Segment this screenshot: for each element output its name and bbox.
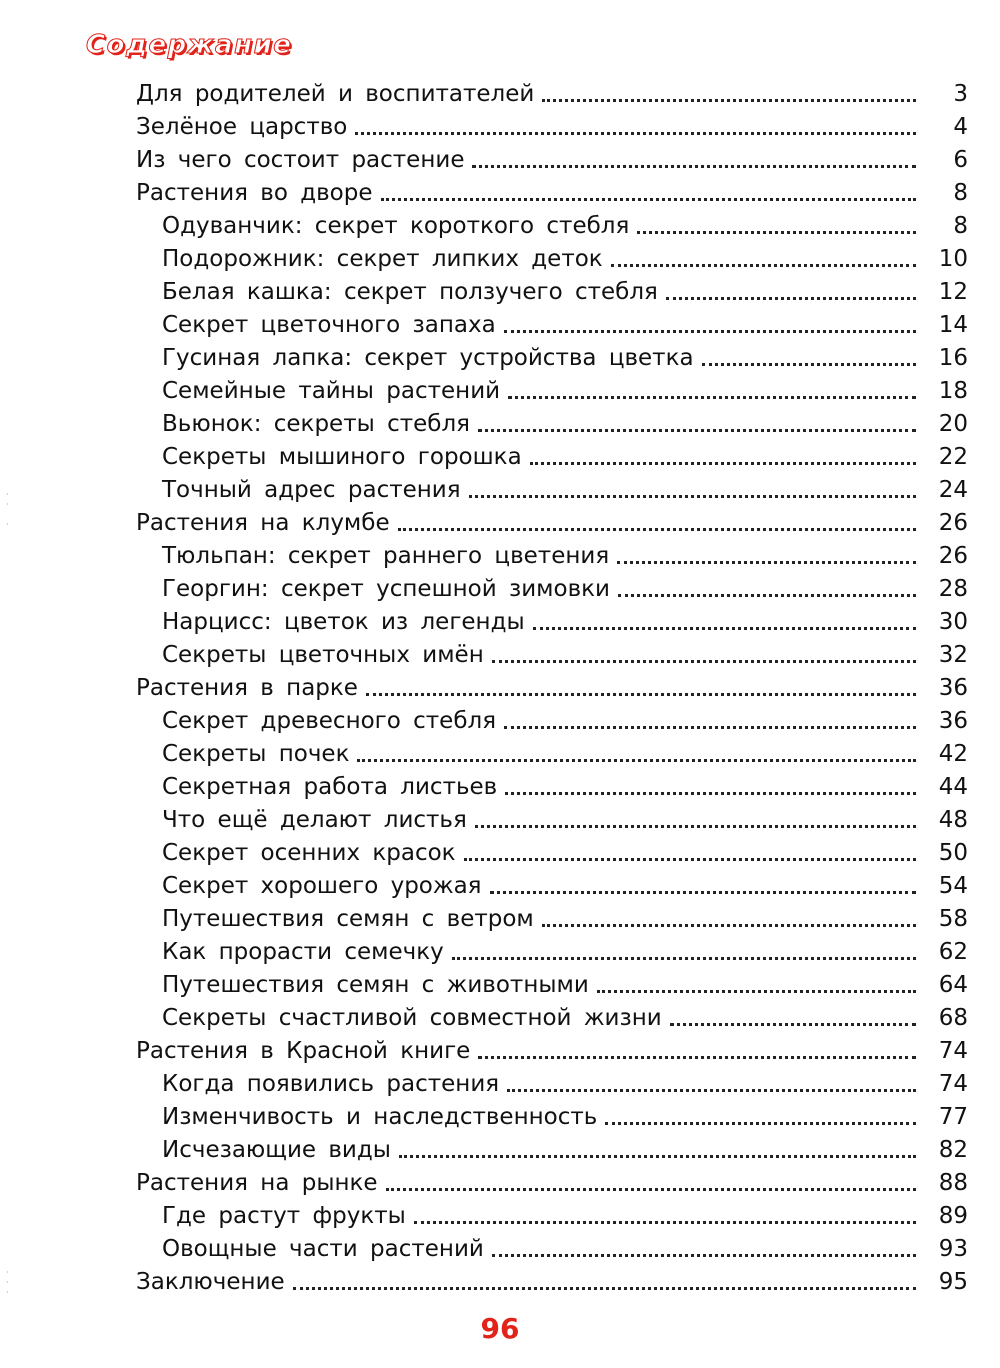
dot-leader — [670, 1023, 916, 1026]
toc-entry-text — [162, 905, 920, 933]
toc-entry-page: 30 — [938, 609, 968, 635]
toc-entry — [0, 674, 1000, 707]
toc-entry-page: 18 — [938, 378, 968, 404]
toc-entry-label: Изменчивость и наследственность — [162, 1104, 598, 1130]
dot-leader — [472, 165, 916, 168]
toc-entry-label: Растения на клумбе — [136, 510, 390, 536]
toc-entry-label: Белая кашка: секрет ползучего стебля — [162, 279, 658, 305]
toc-entry-label: Секрет осенних красок — [162, 840, 456, 866]
toc-entry-text — [162, 1103, 920, 1131]
toc-entry-page: 93 — [938, 1236, 968, 1262]
toc-entry-page: 88 — [938, 1170, 968, 1196]
toc-entry-label: Секретная работа листьев — [162, 774, 498, 800]
toc-entry-label: Секрет хорошего урожая — [162, 873, 482, 899]
toc-entry-page: 8 — [953, 180, 968, 206]
toc-entry-text — [136, 1037, 920, 1065]
toc-entry — [0, 1037, 1000, 1070]
toc-entry-label: Вьюнок: секреты стебля — [162, 411, 470, 437]
toc-entry-page: 26 — [938, 543, 968, 569]
toc-entry-text — [136, 80, 920, 108]
toc-entry-text — [136, 146, 920, 174]
toc-entry-text — [162, 740, 920, 768]
toc-entry-page: 42 — [938, 741, 968, 767]
dot-leader — [490, 891, 916, 894]
toc-entry — [0, 839, 1000, 872]
dot-leader — [357, 759, 916, 762]
toc-entry-page: 62 — [938, 939, 968, 965]
toc-entry-text — [162, 1070, 920, 1098]
toc-entry-text — [162, 872, 920, 900]
toc-entry — [0, 113, 1000, 146]
dot-leader — [533, 627, 916, 630]
toc-entry-label: Где растут фрукты — [162, 1203, 406, 1229]
toc-entry-page: 48 — [938, 807, 968, 833]
toc-entry — [0, 1202, 1000, 1235]
toc-entry — [0, 707, 1000, 740]
toc-entry — [0, 1268, 1000, 1301]
toc-entry-page: 58 — [938, 906, 968, 932]
page-title: Содержание — [86, 30, 293, 60]
toc-entry-label: Гусиная лапка: секрет устройства цветка — [162, 345, 694, 371]
toc-entry-label: Путешествия семян с животными — [162, 972, 589, 998]
toc-entry-text — [162, 344, 920, 372]
toc-entry-text — [162, 278, 920, 306]
toc-entry-text — [162, 410, 920, 438]
toc-entry — [0, 542, 1000, 575]
toc-entry-text — [162, 1202, 920, 1230]
toc-entry-label: Георгин: секрет успешной зимовки — [162, 576, 610, 602]
toc-entry — [0, 938, 1000, 971]
toc-entry — [0, 1004, 1000, 1037]
toc-entry-text — [162, 476, 920, 504]
toc-entry — [0, 641, 1000, 674]
toc-entry-label: Нарцисс: цветок из легенды — [162, 609, 525, 635]
toc-entry — [0, 146, 1000, 179]
toc-entry-label: Секреты почек — [162, 741, 350, 767]
dot-leader — [530, 462, 916, 465]
dot-leader — [542, 99, 916, 102]
toc-entry-label: Растения в Красной книге — [136, 1038, 471, 1064]
toc-entry-text — [162, 608, 920, 636]
toc-entry-text — [162, 707, 920, 735]
toc-entry-page: 10 — [938, 246, 968, 272]
toc-entry-text — [136, 674, 920, 702]
toc-entry-page: 89 — [938, 1203, 968, 1229]
toc-entry-text — [162, 806, 920, 834]
dot-leader — [414, 1221, 916, 1224]
toc-entry — [0, 740, 1000, 773]
toc-entry-label: Секреты счастливой совместной жизни — [162, 1005, 662, 1031]
toc-entry-text — [136, 509, 920, 537]
toc-entry-page: 74 — [938, 1071, 968, 1097]
toc-entry — [0, 971, 1000, 1004]
toc-entry-text — [162, 212, 920, 240]
toc-entry-page: 36 — [938, 708, 968, 734]
toc-entry-label: Растения на рынке — [136, 1170, 378, 1196]
toc-entry — [0, 872, 1000, 905]
toc-entry — [0, 509, 1000, 542]
toc-entry — [0, 1136, 1000, 1169]
toc-entry — [0, 806, 1000, 839]
toc-entry-page: 36 — [938, 675, 968, 701]
dot-leader — [386, 1188, 916, 1191]
toc-entry — [0, 476, 1000, 509]
toc-entry-label: Секрет цветочного запаха — [162, 312, 496, 338]
dot-leader — [504, 330, 916, 333]
page-number: 96 — [480, 1312, 520, 1345]
toc-entry-label: Растения во дворе — [136, 180, 373, 206]
toc-entry-text — [162, 1004, 920, 1032]
toc-entry-text — [162, 542, 920, 570]
toc-entry — [0, 311, 1000, 344]
dot-leader — [702, 363, 916, 366]
toc-entry-page: 95 — [938, 1269, 968, 1295]
toc-entry-label: Что ещё делают листья — [162, 807, 467, 833]
toc-entry-page: 64 — [938, 972, 968, 998]
dot-leader — [611, 264, 916, 267]
toc-entry — [0, 179, 1000, 212]
dot-leader — [475, 825, 916, 828]
toc-entry-label: Исчезающие виды — [162, 1137, 391, 1163]
dot-leader — [478, 429, 916, 432]
toc-entry-text — [162, 575, 920, 603]
dot-leader — [399, 1155, 916, 1158]
dot-leader — [508, 396, 916, 399]
toc-entry-label: Для родителей и воспитателей — [136, 81, 535, 107]
dot-leader — [605, 1122, 916, 1125]
dot-leader — [637, 231, 916, 234]
toc-entry — [0, 212, 1000, 245]
toc-entry-text — [162, 938, 920, 966]
toc-entry-text — [136, 1169, 920, 1197]
toc-entry-label: Одуванчик: секрет короткого стебля — [162, 213, 630, 239]
dot-leader — [464, 858, 916, 861]
toc-entry-page: 24 — [938, 477, 968, 503]
toc-entry — [0, 344, 1000, 377]
toc-entry-label: Заключение — [136, 1269, 285, 1295]
toc-entry-label: Овощные части растений — [162, 1236, 484, 1262]
toc-entry — [0, 608, 1000, 641]
toc-entry-page: 8 — [953, 213, 968, 239]
toc-entry-text — [162, 1136, 920, 1164]
toc-entry-label: Семейные тайны растений — [162, 378, 501, 404]
toc-entry-label: Как прорасти семечку — [162, 939, 444, 965]
toc-entry-text — [162, 311, 920, 339]
toc-entry-page: 28 — [938, 576, 968, 602]
toc-entry-label: Путешествия семян с ветром — [162, 906, 534, 932]
toc-entry-text — [136, 1268, 920, 1296]
dot-leader — [492, 1254, 916, 1257]
toc-entry — [0, 245, 1000, 278]
dot-leader — [492, 660, 916, 663]
toc-entry-page: 54 — [938, 873, 968, 899]
toc-entry-page: 12 — [938, 279, 968, 305]
toc-entry — [0, 1070, 1000, 1103]
dot-leader — [597, 990, 916, 993]
toc-entry — [0, 377, 1000, 410]
toc-entry-page: 68 — [938, 1005, 968, 1031]
dot-leader — [478, 1056, 916, 1059]
toc-entry-text — [162, 641, 920, 669]
toc-entry-label: Зелёное царство — [136, 114, 348, 140]
dot-leader — [507, 1089, 916, 1092]
scan-edge-marks: · · · — [6, 490, 9, 529]
dot-leader — [542, 924, 916, 927]
scan-edge-marks: · · · — [6, 1268, 9, 1297]
toc-entry-label: Подорожник: секрет липких деток — [162, 246, 603, 272]
dot-leader — [293, 1287, 916, 1290]
dot-leader — [381, 198, 916, 201]
toc-entry — [0, 410, 1000, 443]
toc-entry-page: 82 — [938, 1137, 968, 1163]
toc-entry-page: 44 — [938, 774, 968, 800]
toc-entry-page: 50 — [938, 840, 968, 866]
toc-entry-text — [136, 113, 920, 141]
toc-entry-label: Растения в парке — [136, 675, 358, 701]
dot-leader — [452, 957, 916, 960]
toc-entry — [0, 1169, 1000, 1202]
toc-entry-page: 32 — [938, 642, 968, 668]
toc-entry-page: 77 — [938, 1104, 968, 1130]
toc-entry-text — [136, 179, 920, 207]
dot-leader — [366, 693, 916, 696]
dot-leader — [617, 561, 916, 564]
toc-entry-text — [162, 773, 920, 801]
toc-entry-page: 4 — [953, 114, 968, 140]
toc-entry — [0, 80, 1000, 113]
toc-entry-text — [162, 245, 920, 273]
toc-entry-text — [162, 443, 920, 471]
dot-leader — [666, 297, 916, 300]
toc-entry — [0, 905, 1000, 938]
toc-entry-label: Точный адрес растения — [162, 477, 461, 503]
dot-leader — [355, 132, 916, 135]
toc-entry — [0, 443, 1000, 476]
toc-entry-page: 20 — [938, 411, 968, 437]
dot-leader — [618, 594, 916, 597]
toc-entry — [0, 1103, 1000, 1136]
dot-leader — [469, 495, 916, 498]
toc-entry-label: Секреты мышиного горошка — [162, 444, 522, 470]
toc-entry-page: 16 — [938, 345, 968, 371]
dot-leader — [504, 726, 916, 729]
toc-entry-page: 22 — [938, 444, 968, 470]
dot-leader — [505, 792, 916, 795]
toc-entry-label: Секрет древесного стебля — [162, 708, 497, 734]
toc-entry-text — [162, 1235, 920, 1263]
toc-entry — [0, 1235, 1000, 1268]
dot-leader — [398, 528, 916, 531]
toc-entry-page: 14 — [938, 312, 968, 338]
toc-entry-text — [162, 377, 920, 405]
toc-entry-label: Из чего состоит растение — [136, 147, 465, 173]
toc-entry-label: Когда появились растения — [162, 1071, 500, 1097]
toc-entry-page: 26 — [938, 510, 968, 536]
toc-entry-page: 6 — [953, 147, 968, 173]
toc-entry-page: 3 — [953, 81, 968, 107]
table-of-contents — [0, 80, 1000, 1301]
toc-entry-text — [162, 839, 920, 867]
toc-entry — [0, 278, 1000, 311]
toc-entry-label: Секреты цветочных имён — [162, 642, 484, 668]
toc-entry-label: Тюльпан: секрет раннего цветения — [162, 543, 610, 569]
toc-entry — [0, 575, 1000, 608]
toc-entry-page: 74 — [938, 1038, 968, 1064]
toc-entry-text — [162, 971, 920, 999]
toc-entry — [0, 773, 1000, 806]
